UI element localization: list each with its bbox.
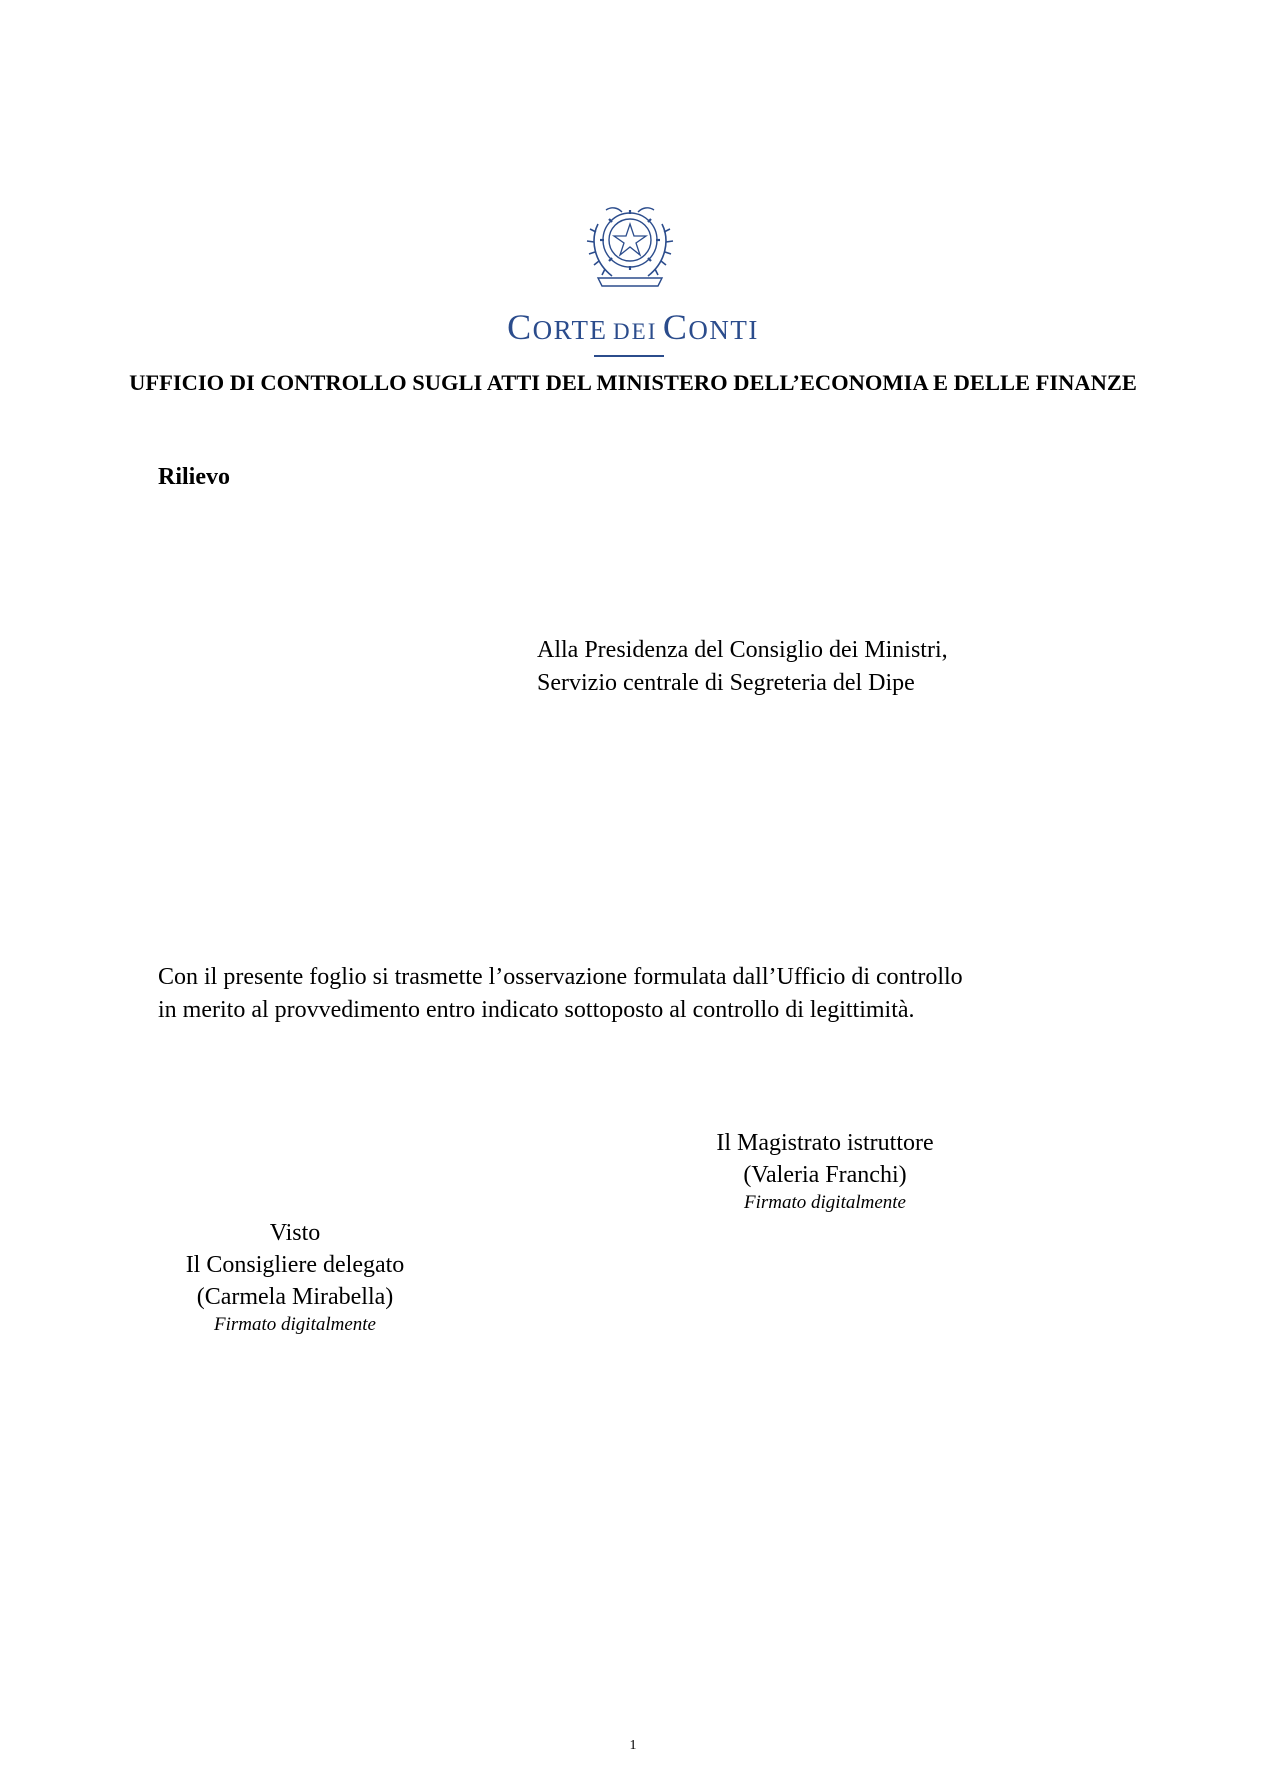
recipient-line: Alla Presidenza del Consiglio dei Ministri, <box>537 637 948 663</box>
signature-name: (Valeria Franchi) <box>743 1162 907 1188</box>
signature-note: Firmato digitalmente <box>213 1314 376 1335</box>
italian-republic-emblem-icon <box>584 196 676 296</box>
body-line: in merito al provvedimento entro indicato sottoposto al controllo di legittimità. <box>158 997 915 1023</box>
recipient-line: Servizio centrale di Segreteria del Dipe <box>537 670 915 696</box>
brand-first-letter: C <box>507 307 533 347</box>
page-number: 1 <box>629 1738 637 1753</box>
brand-middle: DEI <box>613 319 658 344</box>
visto-label: Visto <box>269 1220 321 1246</box>
signature-note: Firmato digitalmente <box>743 1192 906 1213</box>
brand-last-rest: ONTI <box>688 315 759 345</box>
signature-role: Il Consigliere delegato <box>185 1252 405 1278</box>
recipient-block <box>537 634 948 700</box>
document-title: Rilievo <box>158 464 230 490</box>
brand-wordmark <box>380 306 886 348</box>
office-heading: UFFICIO DI CONTROLLO SUGLI ATTI DEL MINISTERO DELL’ECONOMIA E DELLE FINANZE <box>129 370 1137 395</box>
signature-magistrato <box>660 1127 990 1215</box>
body-paragraph <box>158 961 963 1027</box>
signature-consigliere <box>140 1217 450 1337</box>
signature-role: Il Magistrato istruttore <box>716 1130 934 1156</box>
signature-name: (Carmela Mirabella) <box>196 1284 394 1310</box>
brand-first-rest: ORTE <box>532 315 608 345</box>
brand-underline <box>594 355 664 357</box>
body-line: Con il presente foglio si trasmette l’osservazione formulata dall’Ufficio di controllo <box>158 964 963 990</box>
brand-last-letter: C <box>662 307 689 347</box>
